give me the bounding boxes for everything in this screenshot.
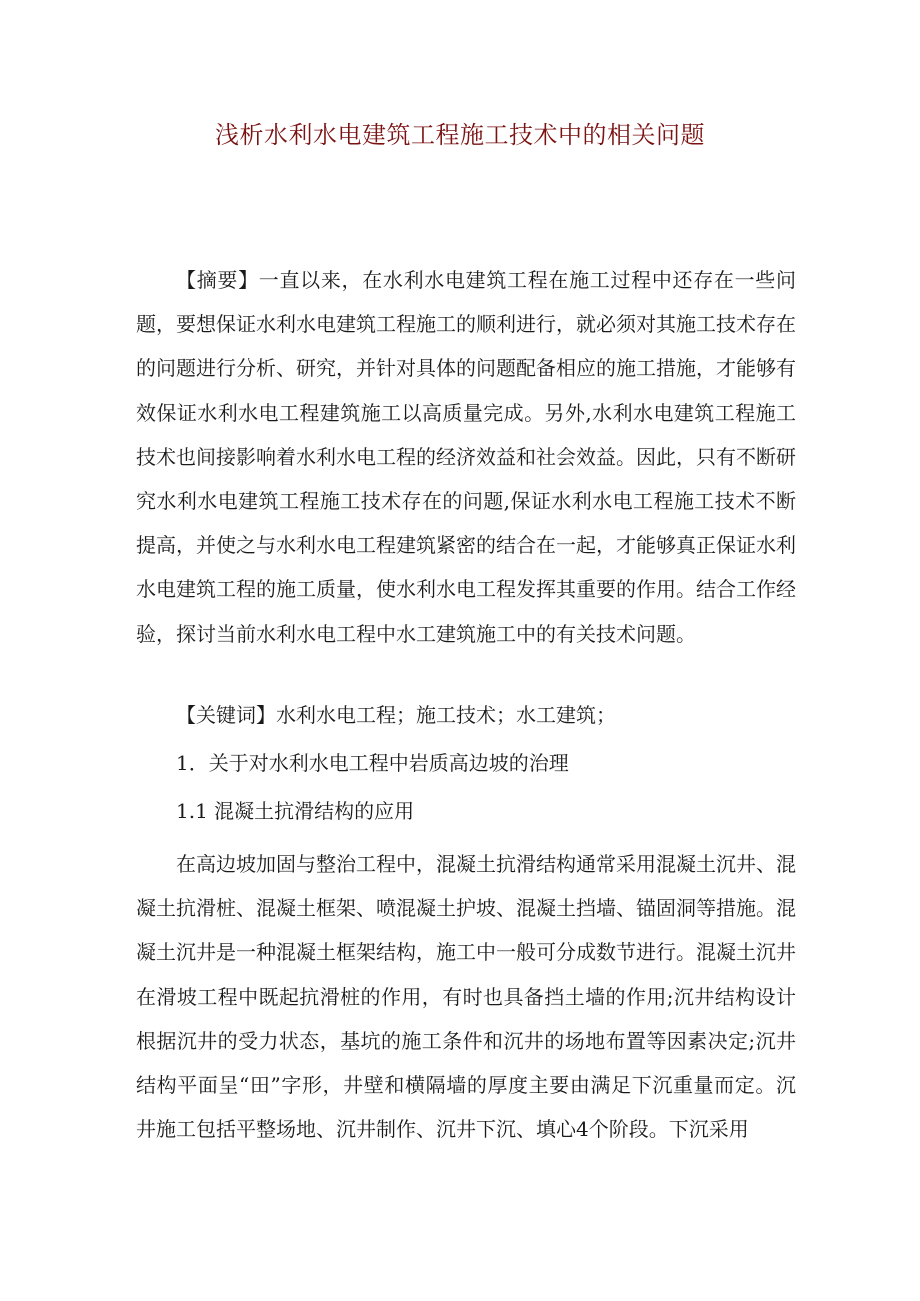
section-heading-1: 1．关于对水利水电工程中岩质高边坡的治理	[176, 751, 569, 775]
section-heading-1-1: 1.1 混凝土抗滑结构的应用	[176, 799, 415, 823]
document-title: 浅析水利水电建筑工程施工技术中的相关问题	[215, 121, 705, 149]
keywords-line: 【关键词】水利水电工程；施工技术；水工建筑；	[176, 703, 616, 727]
abstract-paragraph: 【摘要】一直以来，在水利水电建筑工程在施工过程中还存在一些问题，要想保证水利水电建筑工程施工的顺利进行，就必须对其施工技术存在的问题进行分析、研究，并针对具体的问题配备相应的施工措施，才能够有效保证水利水电工程建筑施工以高质量完成。另外,水利水电建筑工程施工技术也间接影响着水利水电工程的经济效益和社会效益。因此，只有不断研究水利水电建筑工程施工技术存在的问题,保证水利水电工程施工技术不断提高，并使之与水利水电工程建筑紧密的结合在一起，才能够真正保证水利水电建筑工程的施工质量，使水利水电工程发挥其重要的作用。结合工作经验，探讨当前水利水电工程中水工建筑施工中的有关技术问题。	[136, 268, 796, 646]
body-paragraph: 在高边坡加固与整治工程中，混凝土抗滑结构通常采用混凝土沉井、混凝土抗滑桩、混凝土框架、喷混凝土护坡、混凝土挡墙、锚固洞等措施。混凝土沉井是一种混凝土框架结构，施工中一般可分成数节进行。混凝土沉井在滑坡工程中既起抗滑桩的作用，有时也具备挡土墙的作用;沉井结构设计根据沉井的受力状态，基坑的施工条件和沉井的场地布置等因素决定;沉井结构平面呈“田”字形，井壁和横隔墙的厚度主要由满足下沉重量而定。沉井施工包括平整场地、沉井制作、沉井下沉、填心4个阶段。下沉采用	[136, 852, 796, 1142]
